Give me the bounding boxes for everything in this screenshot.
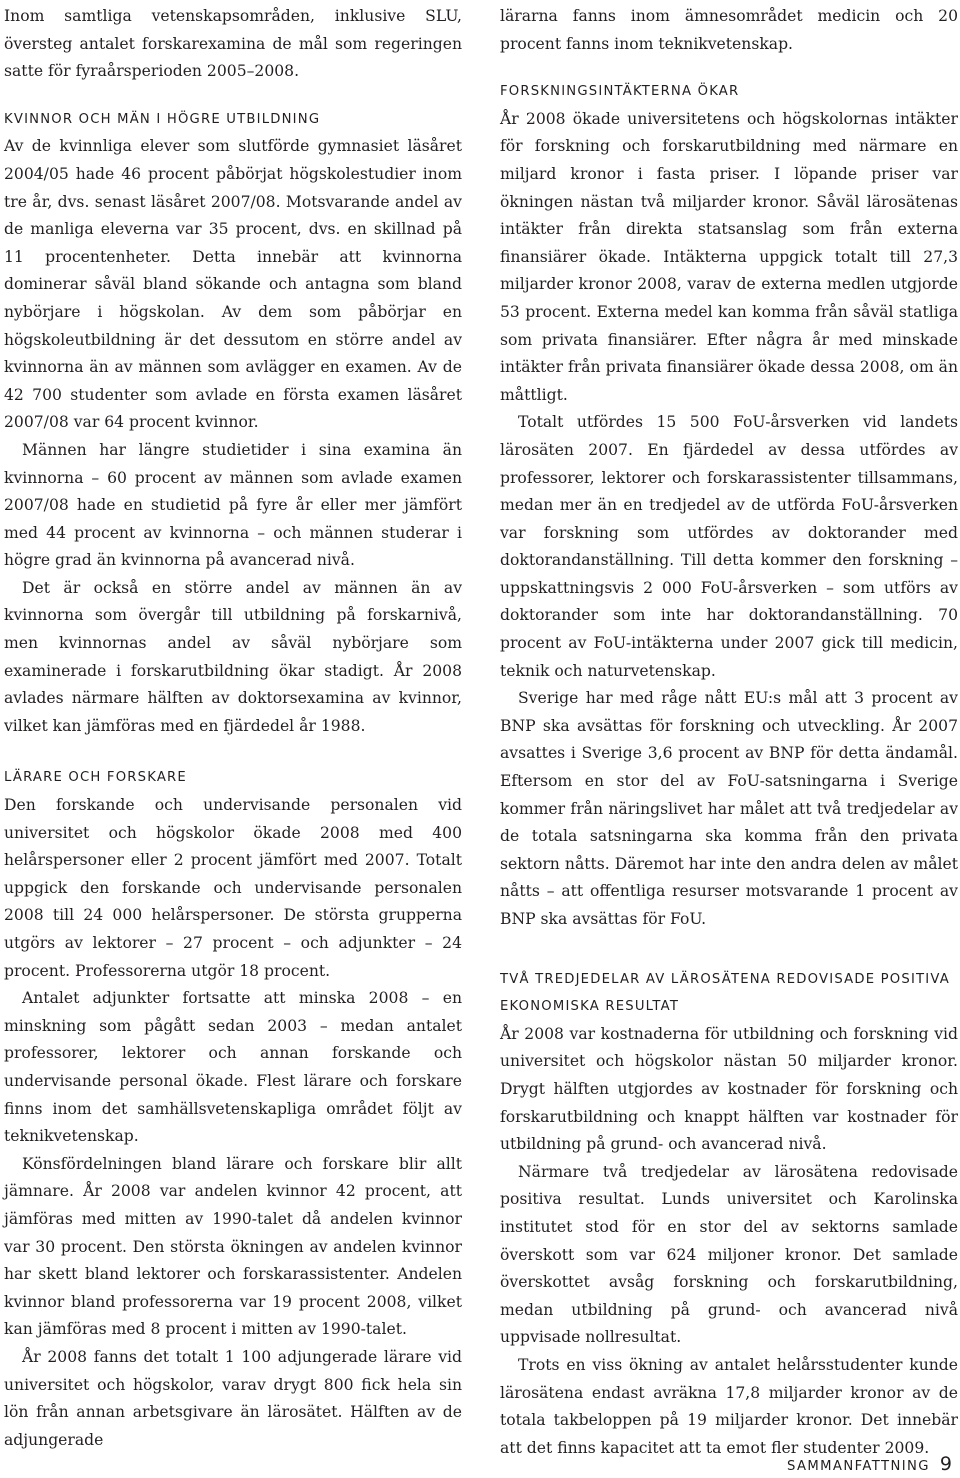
paragraph-larare-1: Den forskande och undervisande personalen vid universitet och högskolor ökade 2008 med 400 helårspersoner eller 2 procent jämfört med 2007. Totalt uppgick den forskande och undervisande personalen 2008 till 24 000 helårspersoner. De största grupperna utgörs av lektorer – 27 procent – och adjunkter – 24 procent. Professorerna utgör 18 procent. [4, 796, 462, 980]
heading-forskningsintakterna: FORSKNINGSINTÄKTERNA ÖKAR [500, 84, 740, 100]
paragraph-forskning-3: Sverige har med råge nått EU:s mål att 3 procent av BNP ska avsättas för forskning och utveckling. År 2007 avsattes i Sverige 3,6 procent av BNP för detta ändamål. Eftersom en stor del av FoU-satsningarna i Sverige kommer från näringslivet har målet att två tredjedelar av de totala satsningarna ska komma från den privata sektorn nåtts. Däremot har inte den andra delen av målet nåtts – att offentliga resurser motsvarande 1 procent av BNP ska avsättas för FoU. [500, 689, 958, 928]
paragraph-larare-2: Antalet adjunkter fortsatte att minska 2008 – en minskning som pågått sedan 2003 – medan antalet professorer, lektorer och annan forskande och undervisande personal ökade. Flest lärare och forskare finns inom det samhällsvetenskapliga området följt av teknikvetenskap. [4, 989, 462, 1146]
paragraph-intro: Inom samtliga vetenskapsområden, inklusive SLU, översteg antalet forskarexamina de mål som regeringen satte för fyraårsperioden 2005–2008. [4, 7, 462, 81]
paragraph-forskning-2: Totalt utfördes 15 500 FoU-årsverken vid landets lärosäten 2007. En fjärdedel av dessa utfördes av professorer, lektorer och forskarassistenter tillsammans, medan mer än en tredjedel av de utförda FoU-årsverken var forskning som utfördes av doktorander med doktorandanställning. Till detta kommer den forskning – uppskattningsvis 2 000 FoU-årsverken – som utförs av doktorander som inte har doktorandanställning. 70 procent av FoU-intäkterna under 2007 gick till medicin, teknik och naturvetenskap. [500, 413, 958, 680]
paragraph-continuation: lärarna fanns inom ämnesområdet medicin och 20 procent fanns inom teknikvetenskap. [500, 7, 958, 53]
paragraph-tva-2: Närmare två tredjedelar av lärosätena redovisade positiva resultat. Lunds universitet och Karolinska institutet stod för en stor del av sektorns samlade överskott som var 624 miljoner kronor. Det samlade överskottet avsåg forskning och forskarutbildning, medan utbildning på grund- och avancerad nivå uppvisade nollresultat. [500, 1162, 958, 1347]
right-column [500, 3, 958, 1462]
paragraph-larare-4: År 2008 fanns det totalt 1 100 adjungerade lärare vid universitet och högskolor, varav drygt 800 fick hela sin lön från annan arbetsgivare än lärosätet. Hälften av de adjungerade [4, 1347, 462, 1449]
paragraph-tva-1: År 2008 var kostnaderna för utbildning och forskning vid universitet och högskolor nästan 50 miljarder kronor. Drygt hälften utgjordes av kostnader för forskning och forskarutbildning och knappt hälften var kostnader för utbildning på grund- och avancerad nivå. [500, 1024, 958, 1154]
heading-kvinnor-och-man: KVINNOR OCH MÄN I HÖGRE UTBILDNING [4, 111, 321, 127]
paragraph-larare-3: Könsfördelningen bland lärare och forskare blir allt jämnare. År 2008 var andelen kvinnor 42 procent, att jämföras med mitten av 1990-talet då andelen kvinnor var 30 procent. Den största ökningen av andelen kvinnor har skett bland lektorer och forskarassistenter. Andelen kvinnor bland professorerna var 19 procent 2008, vilket kan jämföras med 8 procent i mitten av 1990-talet. [4, 1154, 462, 1339]
heading-larare-och-forskare: LÄRARE OCH FORSKARE [4, 770, 187, 786]
paragraph-kvinnor-3: Det är också en större andel av männen än av kvinnorna som övergår till utbildning på forskarnivå, men kvinnornas andel av såväl nybörjare som examinerade i forskarutbildning ökar stadigt. År 2008 avlades närmare hälften av doktorsexamina av kvinnor, vilket kan jämföras med en fjärdedel år 1988. [4, 578, 462, 735]
paragraph-tva-3: Trots en viss ökning av antalet helårsstudenter kunde lärosätena endast avräkna 17,8 miljarder kronor av de totala takbeloppen på 19 miljarder kronor. Det innebär att det finns kapacitet att ta emot fler studenter 2009. [500, 1355, 958, 1457]
left-column [4, 3, 462, 1454]
paragraph-kvinnor-2: Männen har längre studietider i sina examina än kvinnorna – 60 procent av männen som avlade examen 2007/08 hade en studietid på fyre år eller mer jämfört med 44 procent av kvinnorna – och männen studerar i högre grad än kvinnorna på avancerad nivå. [4, 440, 462, 570]
page-number: 9 [939, 1453, 952, 1475]
paragraph-kvinnor-1: Av de kvinnliga elever som slutförde gymnasiet läsåret 2004/05 hade 46 procent påbörjat högskolestudier inom tre år, dvs. senast läsåret 2007/08. Motsvarande andel av de manliga eleverna var 35 procent, dvs. en skillnad på 11 procentenheter. Detta innebär att kvinnorna dominerar såväl bland sökande och antagna som bland nybörjare i högskolan. Av dem som påbörjar en högskoleutbildning är det dessutom en större andel av kvinnorna än av männen som avlägger en examen. Av de 42 700 studenter som avlade en första examen läsåret 2007/08 var 64 procent kvinnor. [4, 137, 462, 432]
page-footer [787, 1453, 952, 1475]
paragraph-forskning-1: År 2008 ökade universitetens och högskolornas intäkter för forskning och forskarutbildning med närmare en miljard kronor i fasta priser. I löpande priser var ökningen nästan två miljarder kronor. Såväl lärosätenas intäkter från direkta statsanslag som från externa finansiärer ökade. Intäkterna uppgick totalt till 27,3 miljarder kronor 2008, varav de externa medlen utgjorde 53 procent. Externa medel kan komma från såväl statliga som privata finansiärer. Efter några år med minskade intäkter från privata finansiärer ökade dessa 2008, om än måttligt. [500, 109, 958, 404]
heading-tva-tredjedelar: TVÅ TREDJEDELAR AV LÄROSÄTENA REDOVISADE POSITIVA EKONOMISKA RESULTAT [500, 971, 950, 1015]
footer-section-label: SAMMANFATTNING [786, 1459, 930, 1474]
